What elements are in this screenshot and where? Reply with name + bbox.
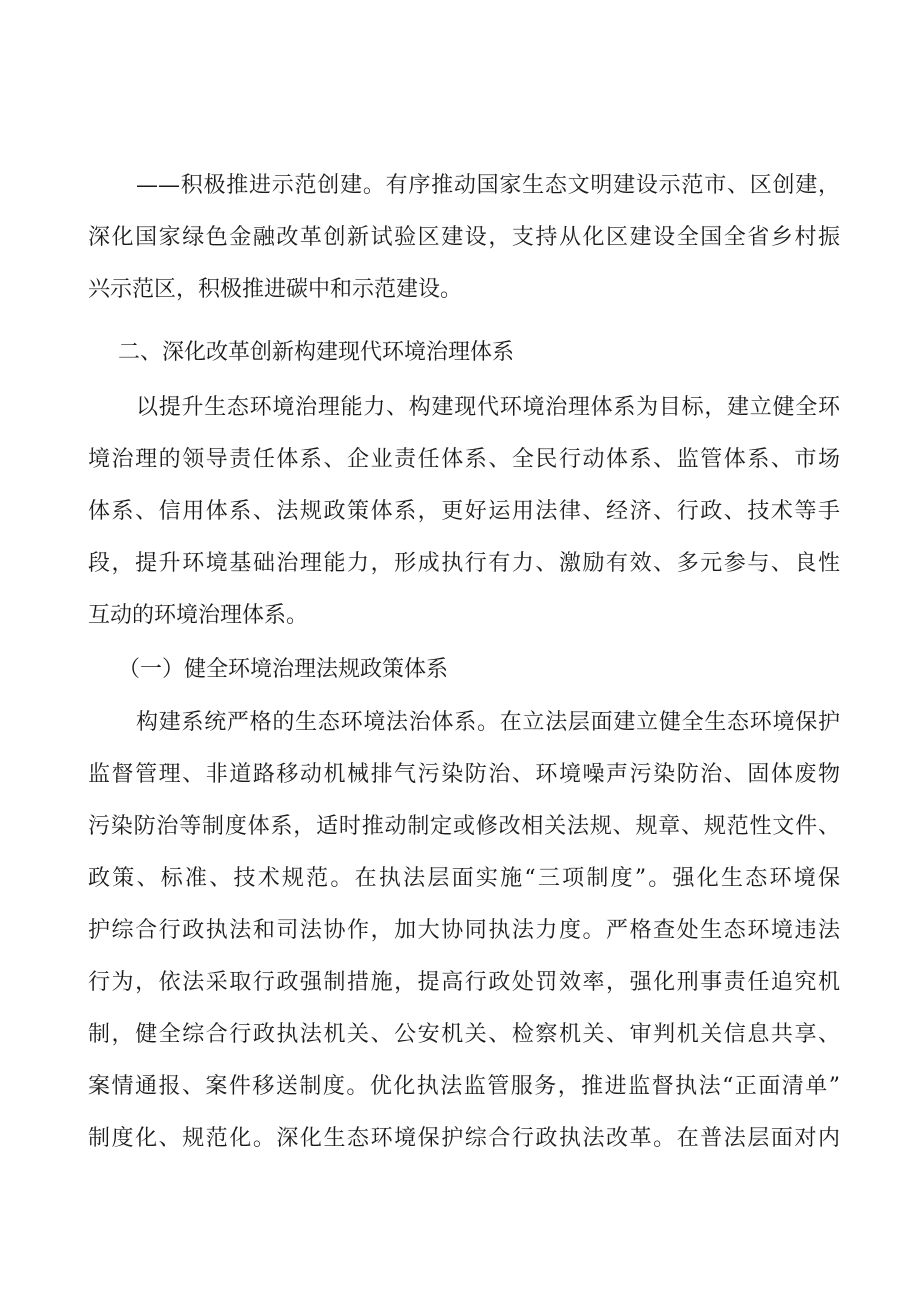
paragraph-line: 体系、信用体系、法规政策体系，更好运用法律、经济、行政、技术等手 bbox=[88, 499, 840, 524]
paragraph-line: 构建系统严格的生态环境法治体系。在立法层面建立健全生态环境保护 bbox=[136, 710, 840, 735]
paragraph-line: 制，健全综合行政执法机关、公安机关、检察机关、审判机关信息共享、 bbox=[88, 1022, 840, 1047]
paragraph-line: 段，提升环境基础治理能力，形成执行有力、激励有效、多元参与、良性 bbox=[88, 551, 840, 576]
paragraph-line: 制度化、规范化。深化生态环境保护综合行政执法改革。在普法层面对内 bbox=[88, 1126, 840, 1151]
paragraph-line: 监督管理、非道路移动机械排气污染防治、环境噪声污染防治、固体废物 bbox=[88, 762, 840, 787]
subsection-heading: （一）健全环境治理法规政策体系 bbox=[118, 657, 449, 682]
paragraph-line: 兴示范区，积极推进碳中和示范建设。 bbox=[88, 277, 463, 302]
paragraph-line: ——积极推进示范创建。有序推动国家生态文明建设示范市、区创建， bbox=[136, 173, 840, 198]
section-heading: 二、深化改革创新构建现代环境治理体系 bbox=[118, 340, 515, 365]
paragraph-line: 行为，依法采取行政强制措施，提高行政处罚效率，强化刑事责任追究机 bbox=[88, 970, 840, 995]
paragraph-line: 境治理的领导责任体系、企业责任体系、全民行动体系、监管体系、市场 bbox=[88, 447, 840, 472]
paragraph-line: 污染防治等制度体系，适时推动制定或修改相关法规、规章、规范性文件、 bbox=[88, 814, 840, 839]
paragraph-line: 互动的环境治理体系。 bbox=[88, 603, 309, 628]
paragraph-line: 深化国家绿色金融改革创新试验区建设，支持从化区建设全国全省乡村振 bbox=[88, 225, 840, 250]
paragraph-line: 政策、标准、技术规范。在执法层面实施“三项制度”。强化生态环境保 bbox=[88, 866, 840, 891]
paragraph-line: 案情通报、案件移送制度。优化执法监管服务，推进监督执法“正面清单” bbox=[88, 1074, 840, 1099]
paragraph-line: 以提升生态环境治理能力、构建现代环境治理体系为目标，建立健全环 bbox=[136, 395, 840, 420]
paragraph-line: 护综合行政执法和司法协作，加大协同执法力度。严格查处生态环境违法 bbox=[88, 918, 840, 943]
